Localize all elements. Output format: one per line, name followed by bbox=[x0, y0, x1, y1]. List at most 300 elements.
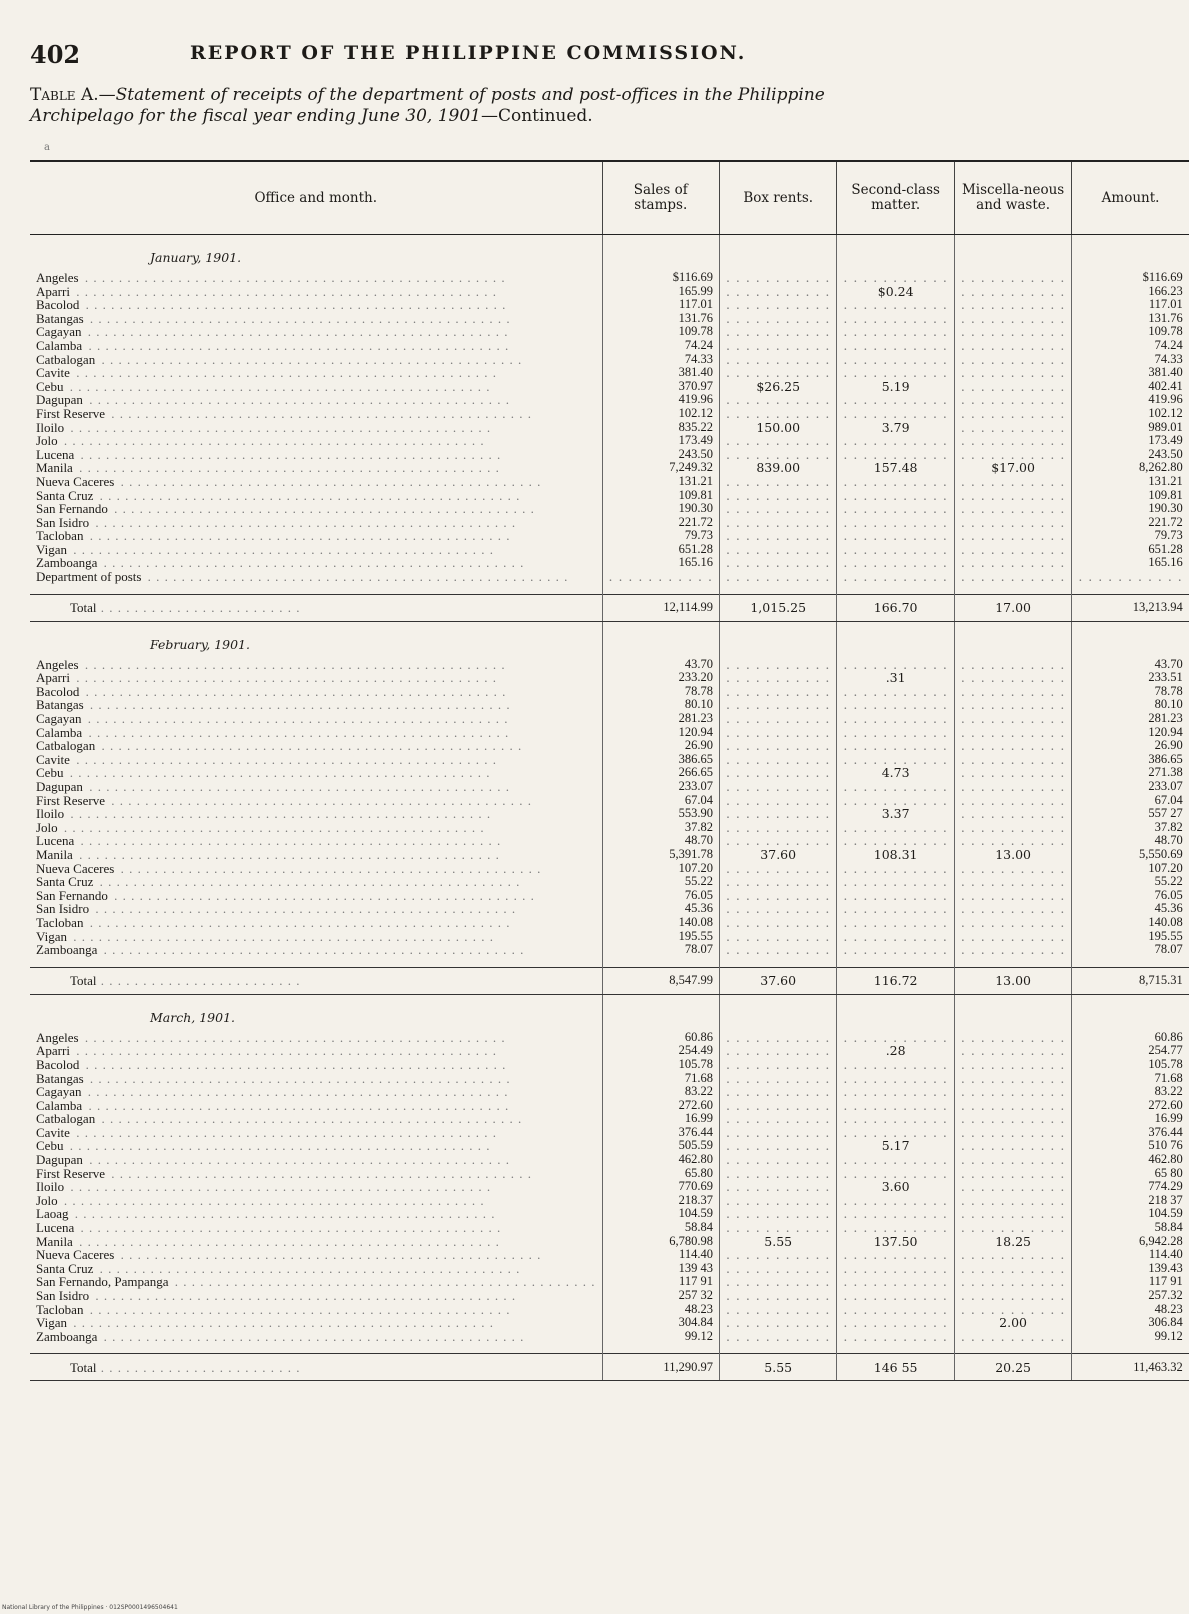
empty-leader-cell bbox=[719, 1153, 836, 1167]
dot-leader: . . . . . . . . . . . bbox=[725, 942, 831, 958]
office-name: Aparri bbox=[36, 283, 70, 299]
total-stamps-text: 11,290.97 bbox=[663, 1359, 713, 1374]
stamps-cell: 74.33 bbox=[602, 353, 719, 367]
dot-leader: . . . . . . . . . . . bbox=[960, 555, 1066, 571]
dot-leader: . . . . . . . . . . . bbox=[960, 1301, 1066, 1317]
header-row bbox=[30, 161, 1189, 235]
table-row bbox=[30, 1153, 1189, 1167]
dot-leader: . . . . . . . . . . . bbox=[843, 487, 948, 503]
empty-leader-cell bbox=[719, 1072, 836, 1086]
month-heading: February, 1901. bbox=[150, 637, 250, 653]
empty-leader-cell bbox=[719, 475, 836, 489]
table-row bbox=[30, 862, 1189, 876]
office-name-cell bbox=[30, 434, 602, 448]
total-row bbox=[30, 1354, 1189, 1381]
empty-leader-cell bbox=[954, 780, 1071, 794]
dot-leader: . . . . . . . . . . . bbox=[960, 419, 1066, 435]
dot-leader: . . . . . . . . . . . bbox=[725, 1220, 831, 1236]
table-row bbox=[30, 671, 1189, 685]
empty-cell bbox=[602, 1343, 719, 1354]
empty-leader-cell bbox=[719, 712, 836, 726]
office-name: Dagupan bbox=[36, 779, 83, 794]
stamps-cell: 117.01 bbox=[602, 298, 719, 312]
office-name: Vigan bbox=[36, 541, 67, 557]
table-row bbox=[30, 875, 1189, 889]
table-row bbox=[30, 461, 1189, 475]
empty-leader-cell bbox=[954, 1303, 1071, 1317]
dot-leader: . . . . . . . . . . . . . . . . . . . . . . . . . . . . . . . . . . . . . . . . . . . . . . . . . . bbox=[99, 942, 525, 958]
office-name-wrap bbox=[36, 1153, 596, 1167]
dot-leader: . . . . . . . . . . . . . . . . . . . . . . . . . . . . . . . . . . . . . . . . . . . . . . . . . . bbox=[71, 670, 497, 686]
dot-leader: . . . . . . . . . . . bbox=[725, 1328, 831, 1344]
dot-leader: . . . . . . . . . . . . . . . . . . . . . . . . . . . . . . . . . . . . . . . . . . . . . . . . . . bbox=[84, 724, 510, 740]
table-row bbox=[30, 1044, 1189, 1058]
amount-cell: 109.78 bbox=[1072, 325, 1189, 339]
stamps-cell: 5,391.78 bbox=[602, 848, 719, 862]
dot-leader: . . . . . . . . . . . bbox=[960, 270, 1066, 285]
amount-cell: 55.22 bbox=[1072, 875, 1189, 889]
amount-cell: 376.44 bbox=[1072, 1126, 1189, 1140]
month-heading-row bbox=[30, 235, 1189, 266]
dot-leader: . . . . . . . . . . . bbox=[725, 1192, 831, 1208]
office-name-wrap bbox=[36, 271, 596, 285]
empty-leader-cell bbox=[837, 393, 954, 407]
office-name: Zamboanga bbox=[36, 1328, 98, 1344]
office-name: Angeles bbox=[36, 656, 79, 672]
empty-cell bbox=[602, 621, 719, 652]
office-name-wrap bbox=[36, 366, 596, 380]
dot-leader: . . . . . . . . . . . bbox=[725, 324, 831, 340]
amount-cell: 78.07 bbox=[1072, 943, 1189, 957]
office-name: Bacolod bbox=[36, 683, 80, 699]
dot-leader: . . . . . . . . . . . bbox=[960, 670, 1066, 686]
empty-leader-cell bbox=[954, 930, 1071, 944]
stamps-cell: 45.36 bbox=[602, 902, 719, 916]
dot-leader: . . . . . . . . . . . bbox=[843, 887, 948, 903]
stamps-cell: 109.81 bbox=[602, 489, 719, 503]
office-name: Cavite bbox=[36, 1124, 70, 1140]
dot-leader: . . . . . . . . . . . bbox=[960, 392, 1066, 408]
dot-leader: . . . . . . . . . . . bbox=[725, 297, 831, 313]
amount-cell: 71.68 bbox=[1072, 1072, 1189, 1086]
dot-leader: . . . . . . . . . . . bbox=[725, 833, 831, 849]
table-row bbox=[30, 698, 1189, 712]
empty-leader-cell bbox=[837, 1275, 954, 1289]
office-name-wrap bbox=[36, 685, 596, 699]
empty-leader-cell bbox=[954, 875, 1071, 889]
office-name-wrap bbox=[36, 753, 596, 767]
empty-leader-cell bbox=[954, 312, 1071, 326]
empty-leader-cell bbox=[954, 943, 1071, 957]
empty-leader-cell bbox=[954, 502, 1071, 516]
dot-leader: . . . . . . . . . . . . . . . . . . . . . . . . . . . . . . . . . . . . . . . . . . . . . . . . . . bbox=[66, 806, 492, 822]
dot-leader: . . . . . . . . . . . bbox=[725, 1029, 831, 1045]
dot-leader: . . . . . . . . . . . . . . . . . . . . . . . . . . . . . . . . . . . . . . . . . . . . . . . . . . bbox=[71, 1124, 497, 1140]
empty-leader-cell bbox=[719, 448, 836, 462]
office-name-cell bbox=[30, 1058, 602, 1072]
dot-leader: . . . . . . . . . . . . . . . . . . . . . . . . . . . . . . . . . . . . . . . . . . . . . . . . . . bbox=[83, 324, 509, 340]
dot-leader: . . . . . . . . . . . bbox=[843, 914, 948, 930]
empty-leader-cell bbox=[954, 807, 1071, 821]
empty-leader-cell bbox=[954, 1153, 1071, 1167]
office-name-cell bbox=[30, 1180, 602, 1194]
office-name: Cagayan bbox=[36, 1084, 82, 1100]
dot-leader: . . . . . . . . . . . bbox=[843, 901, 948, 917]
table-row bbox=[30, 739, 1189, 753]
table-row bbox=[30, 685, 1189, 699]
empty-leader-cell bbox=[719, 1248, 836, 1262]
empty-leader-cell bbox=[837, 780, 954, 794]
total-amount-text: 11,463.32 bbox=[1133, 1359, 1183, 1374]
col-header-box-rents: Box rents. bbox=[719, 161, 836, 235]
dot-leader: . . . . . . . . . . . . . . . . . . . . . . . . . . . . . . . . . . . . . . . . . . . . . . . . . . bbox=[91, 1288, 517, 1303]
dot-leader: . . . . . . . . . . . bbox=[725, 405, 831, 421]
total-stamps bbox=[602, 1354, 719, 1381]
total-label-text: Total bbox=[70, 1359, 97, 1375]
office-name: Angeles bbox=[36, 1029, 79, 1045]
table-row bbox=[30, 1207, 1189, 1221]
amount-cell: 117 91 bbox=[1072, 1275, 1189, 1289]
box-rents-cell: 150.00 bbox=[719, 421, 836, 435]
stamps-cell: 304.84 bbox=[602, 1316, 719, 1330]
empty-leader-cell bbox=[954, 1330, 1071, 1344]
empty-leader-cell bbox=[837, 556, 954, 570]
total-box-rents bbox=[719, 967, 836, 994]
office-name-wrap bbox=[36, 421, 596, 435]
empty-leader-cell bbox=[719, 671, 836, 685]
empty-leader-cell bbox=[954, 339, 1071, 353]
empty-cell bbox=[1072, 235, 1189, 266]
caption-continued: —Continued. bbox=[480, 106, 593, 126]
empty-leader-cell bbox=[719, 1044, 836, 1058]
empty-leader-cell bbox=[719, 271, 836, 285]
office-name-wrap bbox=[36, 1275, 596, 1289]
total-stamps bbox=[602, 967, 719, 994]
dot-leader: . . . . . . . . . . . . . . . . . . . . . . . . . . . . . . . . . . . . . . . . . . . . . . . . . . bbox=[80, 1029, 506, 1045]
table-row bbox=[30, 570, 1189, 584]
dot-leader: . . . . . . . . . . . bbox=[960, 1070, 1066, 1086]
empty-cell bbox=[30, 584, 602, 595]
stamps-cell: 651.28 bbox=[602, 543, 719, 557]
empty-cell bbox=[602, 584, 719, 595]
total-second-class-text: 146 55 bbox=[873, 1359, 918, 1375]
office-name-wrap bbox=[36, 298, 596, 312]
second-class-cell: $0.24 bbox=[837, 285, 954, 299]
empty-leader-cell bbox=[837, 1248, 954, 1262]
empty-cell bbox=[837, 584, 954, 595]
dot-leader: . . . . . . . . . . . bbox=[960, 324, 1066, 340]
dot-leader: . . . . . . . . . . . . . . . . . . . . . . . . . . . . . . . . . . . . . . . . . . . . . . . . . . bbox=[84, 779, 510, 794]
stamps-cell: 48.23 bbox=[602, 1303, 719, 1317]
dot-leader: . . . . . . . . . . . bbox=[960, 833, 1066, 849]
amount-cell: 271.38 bbox=[1072, 766, 1189, 780]
dot-leader: . . . . . . . . . . . bbox=[843, 860, 948, 876]
dot-leader: . . . . . . . . . . . . . . . . . . . . . . . . bbox=[96, 599, 301, 615]
empty-leader-cell bbox=[719, 1112, 836, 1126]
office-name: Nueva Caceres bbox=[36, 1247, 115, 1263]
office-name-cell bbox=[30, 671, 602, 685]
office-name: San Isidro bbox=[36, 1288, 90, 1303]
dot-leader: . . . . . . . . . . . bbox=[843, 365, 948, 381]
dot-leader: . . . . . . . . . . . bbox=[843, 1206, 948, 1222]
table-row bbox=[30, 448, 1189, 462]
office-name-cell bbox=[30, 529, 602, 543]
dot-leader: . . . . . . . . . . . . . . . . . . . . . . . . . . . . . . . . . . . . . . . . . . . . . . . . . . bbox=[71, 365, 497, 381]
office-name-wrap bbox=[36, 353, 596, 367]
dot-leader: . . . . . . . . . . . bbox=[725, 928, 831, 944]
dot-leader: . . . . . . . . . . . . . . . . . . . . . . . . . . . . . . . . . . . . . . . . . . . . . . . . . . bbox=[66, 419, 492, 435]
amount-cell: 58.84 bbox=[1072, 1221, 1189, 1235]
dot-leader: . . . . . . . . . . . bbox=[960, 351, 1066, 367]
empty-leader-cell bbox=[954, 1275, 1071, 1289]
dot-leader: . . . . . . . . . . . bbox=[725, 1288, 831, 1303]
office-name-wrap bbox=[36, 380, 596, 394]
empty-leader-cell bbox=[954, 916, 1071, 930]
office-name: Calamba bbox=[36, 337, 83, 353]
stamps-cell: 109.78 bbox=[602, 325, 719, 339]
office-name-wrap bbox=[36, 489, 596, 503]
dot-leader: . . . . . . . . . . . bbox=[960, 528, 1066, 544]
office-name-wrap bbox=[36, 556, 596, 570]
empty-leader-cell bbox=[954, 448, 1071, 462]
amount-cell: 26.90 bbox=[1072, 739, 1189, 753]
empty-leader-cell bbox=[837, 862, 954, 876]
dot-leader: . . . . . . . . . . . bbox=[843, 392, 948, 408]
amount-cell: 140.08 bbox=[1072, 916, 1189, 930]
table-row bbox=[30, 943, 1189, 957]
empty-leader-cell bbox=[837, 889, 954, 903]
stamps-cell: 190.30 bbox=[602, 502, 719, 516]
stamps-cell: 58.84 bbox=[602, 1221, 719, 1235]
amount-cell: 195.55 bbox=[1072, 930, 1189, 944]
dot-leader: . . . . . . . . . . . . . . . . . . . . . . . . . . . . . . . . . . . . . . . . . . . . . . . . . . bbox=[81, 683, 507, 699]
empty-leader-cell bbox=[954, 298, 1071, 312]
amount-cell: 166.23 bbox=[1072, 285, 1189, 299]
stamps-cell: 140.08 bbox=[602, 916, 719, 930]
table-row bbox=[30, 1139, 1189, 1153]
empty-leader-cell bbox=[837, 726, 954, 740]
second-class-cell: 108.31 bbox=[837, 848, 954, 862]
spacer-row bbox=[30, 957, 1189, 968]
office-name-wrap bbox=[36, 848, 596, 862]
empty-leader-cell bbox=[954, 543, 1071, 557]
dot-leader: . . . . . . . . . . . . . . . . . . . . . . . . . . . . . . . . . . . . . . . . . . . . . . . . . . bbox=[109, 501, 535, 517]
total-amount bbox=[1072, 594, 1189, 621]
dot-leader: . . . . . . . . . . . bbox=[725, 914, 831, 930]
office-name-wrap bbox=[36, 726, 596, 740]
table-row bbox=[30, 794, 1189, 808]
empty-leader-cell bbox=[954, 1221, 1071, 1235]
office-name-cell bbox=[30, 1044, 602, 1058]
dot-leader: . . . . . . . . . . . bbox=[725, 433, 831, 449]
office-name-wrap bbox=[36, 1072, 596, 1086]
stamps-cell: 83.22 bbox=[602, 1085, 719, 1099]
dot-leader: . . . . . . . . . . . bbox=[960, 1328, 1066, 1344]
empty-leader-cell bbox=[837, 407, 954, 421]
amount-cell: 173.49 bbox=[1072, 434, 1189, 448]
dot-leader: . . . . . . . . . . . . . . . . . . . . . . . . . . . . . . . . . . . . . . . . . . . . . . . . . . bbox=[116, 473, 542, 489]
office-name-wrap bbox=[36, 1235, 596, 1249]
stamps-cell: 370.97 bbox=[602, 380, 719, 394]
office-name-cell bbox=[30, 1316, 602, 1330]
total-box-rents-text: 5.55 bbox=[764, 1359, 793, 1375]
office-name-cell bbox=[30, 821, 602, 835]
second-class-cell: 5.19 bbox=[837, 380, 954, 394]
office-name-wrap bbox=[36, 671, 596, 685]
empty-leader-cell bbox=[954, 671, 1071, 685]
table-row bbox=[30, 1085, 1189, 1099]
dot-leader: . . . . . . . . . . . bbox=[960, 1029, 1066, 1045]
office-name-cell bbox=[30, 862, 602, 876]
empty-leader-cell bbox=[954, 1044, 1071, 1058]
office-name-wrap bbox=[36, 875, 596, 889]
office-name-wrap bbox=[36, 658, 596, 672]
empty-cell bbox=[1072, 621, 1189, 652]
dot-leader: . . . . . . . . . . . bbox=[725, 1111, 831, 1127]
dot-leader: . . . . . . . . . . . . . . . . . . . . . . . . . . . . . . . . . . . . . . . . . . . . . . . . . . bbox=[74, 846, 500, 862]
dot-leader: . . . . . . . . . . . bbox=[725, 365, 831, 381]
office-name-cell bbox=[30, 1207, 602, 1221]
empty-cell bbox=[30, 1343, 602, 1354]
total-amount-text: 13,213.94 bbox=[1132, 599, 1183, 614]
office-name: First Reserve bbox=[36, 1165, 105, 1181]
empty-leader-cell bbox=[837, 1085, 954, 1099]
stamps-cell: 376.44 bbox=[602, 1126, 719, 1140]
dot-leader: . . . . . . . . . . . bbox=[725, 337, 831, 353]
empty-leader-cell bbox=[719, 698, 836, 712]
office-name-cell bbox=[30, 475, 602, 489]
table-row bbox=[30, 556, 1189, 570]
empty-leader-cell bbox=[719, 1180, 836, 1194]
empty-leader-cell bbox=[719, 1085, 836, 1099]
office-name-cell bbox=[30, 780, 602, 794]
office-name-cell bbox=[30, 312, 602, 326]
empty-leader-cell bbox=[954, 1194, 1071, 1208]
office-name-cell bbox=[30, 489, 602, 503]
dot-leader: . . . . . . . . . . . . . . . . . . . . . . . . . . . . . . . . . . . . . . . . . . . . . . . . . . bbox=[85, 1070, 511, 1086]
col-header-amount: Amount. bbox=[1072, 161, 1189, 235]
table-row bbox=[30, 353, 1189, 367]
empty-leader-cell bbox=[954, 285, 1071, 299]
dot-leader: . . . . . . . . . . . bbox=[843, 1097, 948, 1113]
dot-leader: . . . . . . . . . . . bbox=[843, 324, 948, 340]
dot-leader: . . . . . . . . . . . . . . . . . . . . . . . . . . . . . . . . . . . . . . . . . . . . . . . . . . bbox=[69, 541, 494, 557]
box-rents-cell: $26.25 bbox=[719, 380, 836, 394]
table-caption bbox=[30, 85, 910, 127]
second-class-cell: 3.37 bbox=[837, 807, 954, 821]
empty-leader-cell bbox=[719, 916, 836, 930]
empty-leader-cell bbox=[837, 1207, 954, 1221]
dot-leader: . . . . . . . . . . . bbox=[725, 697, 831, 713]
empty-leader-cell bbox=[837, 353, 954, 367]
empty-leader-cell bbox=[837, 1031, 954, 1045]
office-name-cell bbox=[30, 393, 602, 407]
dot-leader: . . . . . . . . . . . bbox=[960, 446, 1066, 462]
amount-cell: 16.99 bbox=[1072, 1112, 1189, 1126]
dot-leader: . . . . . . . . . . . bbox=[960, 697, 1066, 713]
total-misc bbox=[954, 594, 1071, 621]
dot-leader: . . . . . . . . . . . . . . . . . . . . . . . . . . . . . . . . . . . . . . . . . . . . . . . . . . bbox=[71, 283, 497, 299]
total-box-rents bbox=[719, 594, 836, 621]
empty-leader-cell bbox=[837, 739, 954, 753]
dot-leader: . . . . . . . . . . . . . . . . . . . . . . . . . . . . . . . . . . . . . . . . . . . . . . . . . . bbox=[97, 1111, 523, 1127]
empty-leader-cell bbox=[719, 889, 836, 903]
empty-leader-cell bbox=[954, 821, 1071, 835]
table-row bbox=[30, 834, 1189, 848]
office-name-wrap bbox=[36, 1180, 596, 1194]
month-heading-row bbox=[30, 994, 1189, 1025]
dot-leader: . . . . . . . . . . . . . . . . . . . . . . . . . . . . . . . . . . . . . . . . . . . . . . . . . . bbox=[83, 1084, 509, 1100]
dot-leader: . . . . . . . . . . . . . . . . . . . . . . . . . . . . . . . . . . . . . . . . . . . . . . . . . . bbox=[71, 1043, 497, 1059]
total-label bbox=[30, 1354, 602, 1381]
table-row bbox=[30, 1316, 1189, 1330]
table-row bbox=[30, 312, 1189, 326]
empty-leader-cell bbox=[837, 685, 954, 699]
empty-cell bbox=[602, 994, 719, 1025]
office-name-wrap bbox=[36, 543, 596, 557]
table-row bbox=[30, 366, 1189, 380]
stamps-cell: 80.10 bbox=[602, 698, 719, 712]
dot-leader: . . . . . . . . . . . bbox=[960, 1192, 1066, 1208]
empty-leader-cell bbox=[719, 766, 836, 780]
empty-leader-cell bbox=[837, 753, 954, 767]
dot-leader: . . . . . . . . . . . bbox=[725, 473, 831, 489]
dot-leader: . . . . . . . . . . . bbox=[843, 446, 948, 462]
empty-leader-cell bbox=[837, 1303, 954, 1317]
stamps-cell: 218.37 bbox=[602, 1194, 719, 1208]
second-class-cell: 5.17 bbox=[837, 1139, 954, 1153]
table-row bbox=[30, 1330, 1189, 1344]
office-name-cell bbox=[30, 1330, 602, 1344]
dot-leader: . . . . . . . . . . . . . . . . . . . . . . . . . . . . . . . . . . . . . . . . . . . . . . . . . . bbox=[106, 1165, 532, 1181]
office-name-cell bbox=[30, 1072, 602, 1086]
amount-cell: 190.30 bbox=[1072, 502, 1189, 516]
office-name: Bacolod bbox=[36, 297, 80, 313]
office-name-cell bbox=[30, 943, 602, 957]
total-stamps-text: 8,547.99 bbox=[669, 972, 713, 987]
office-name-cell bbox=[30, 1275, 602, 1289]
dot-leader: . . . . . . . . . . . . . . . . . . . . . . . . . . . . . . . . . . . . . . . . . . . . . . . . . . bbox=[74, 1233, 500, 1249]
stamps-cell: 221.72 bbox=[602, 516, 719, 530]
office-name-wrap bbox=[36, 1112, 596, 1126]
office-name-cell bbox=[30, 712, 602, 726]
total-second-class-text: 166.70 bbox=[873, 599, 918, 615]
empty-leader-cell bbox=[719, 1099, 836, 1113]
dot-leader: . . . . . . . . . . . bbox=[843, 541, 948, 557]
table-row bbox=[30, 807, 1189, 821]
office-name: Aparri bbox=[36, 670, 70, 686]
dot-leader: . . . . . . . . . . . bbox=[960, 1097, 1066, 1113]
office-name: Laoag bbox=[36, 1206, 69, 1222]
misc-cell: $17.00 bbox=[954, 461, 1071, 475]
empty-leader-cell bbox=[719, 1262, 836, 1276]
office-name-wrap bbox=[36, 821, 596, 835]
dot-leader: . . . . . . . . . . . bbox=[843, 874, 948, 890]
empty-leader-cell bbox=[954, 1058, 1071, 1072]
table-row bbox=[30, 1275, 1189, 1289]
office-name-wrap bbox=[36, 312, 596, 326]
empty-leader-cell bbox=[954, 1126, 1071, 1140]
office-name: Zamboanga bbox=[36, 555, 98, 571]
amount-cell: 120.94 bbox=[1072, 726, 1189, 740]
office-name-wrap bbox=[36, 434, 596, 448]
office-name: Batangas bbox=[36, 310, 84, 326]
stamps-cell: 26.90 bbox=[602, 739, 719, 753]
empty-cell bbox=[719, 235, 836, 266]
office-name-cell bbox=[30, 570, 602, 584]
dot-leader: . . . . . . . . . . . bbox=[843, 351, 948, 367]
office-name: Lucena bbox=[36, 1220, 75, 1236]
